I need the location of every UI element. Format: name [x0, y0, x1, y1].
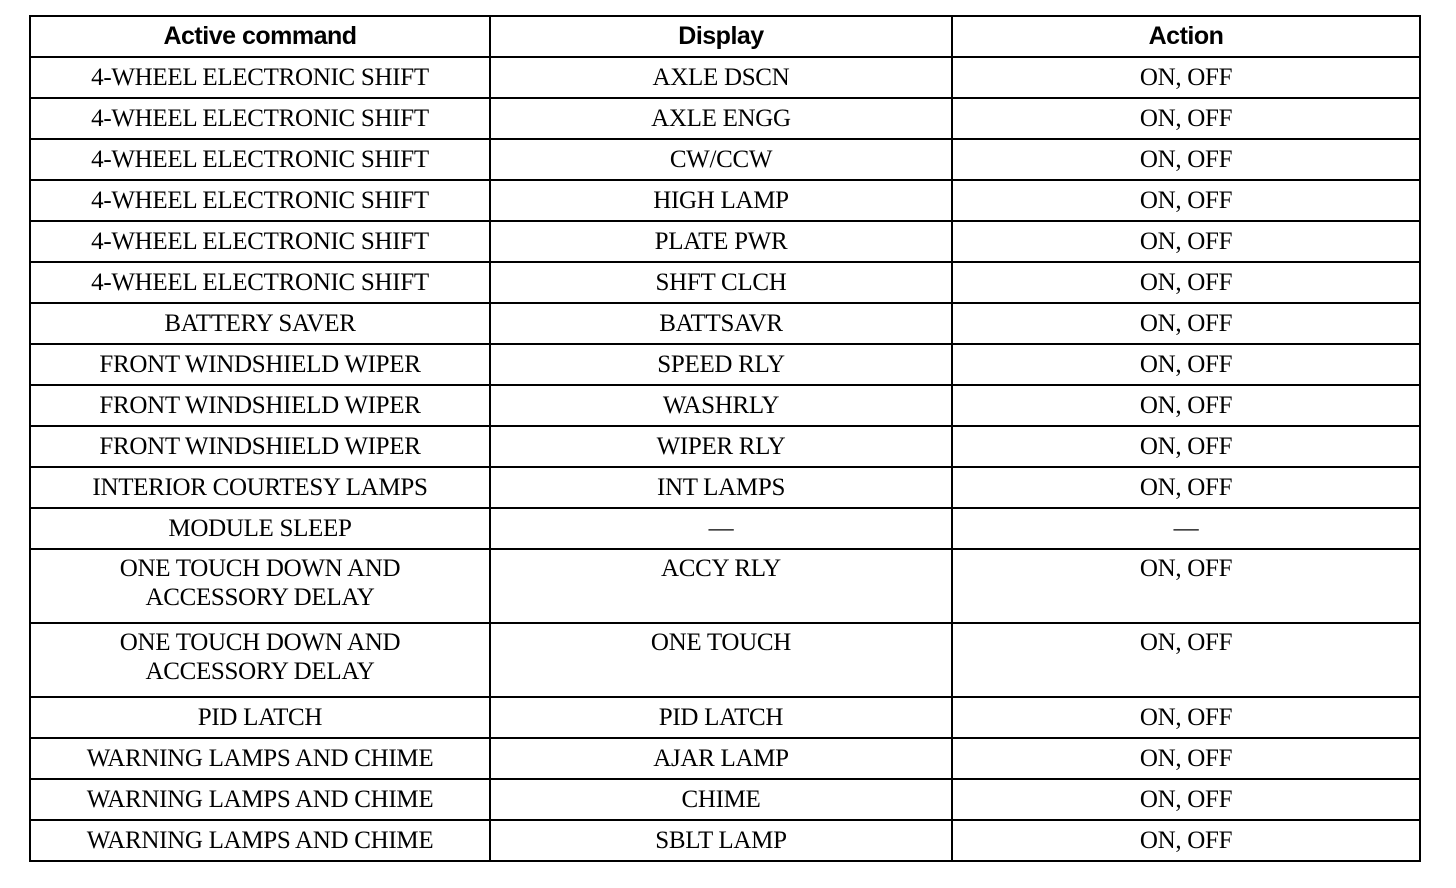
- cell-display: WASHRLY: [490, 385, 952, 426]
- active-command-text: ONE TOUCH DOWN AND: [119, 629, 401, 656]
- cell-display: CW/CCW: [490, 139, 952, 180]
- table-row: [30, 623, 1420, 697]
- active-command-text: 4-WHEEL ELECTRONIC SHIFT: [91, 146, 429, 173]
- table-row: [30, 508, 1420, 549]
- cell-active-command: [30, 697, 490, 738]
- active-command-text: MODULE SLEEP: [168, 515, 352, 542]
- cell-active-command: [30, 303, 490, 344]
- active-command-text: FRONT WINDSHIELD WIPER: [99, 433, 421, 460]
- cell-active-command: [30, 180, 490, 221]
- table-row: [30, 426, 1420, 467]
- cell-action: ON, OFF: [952, 262, 1420, 303]
- cell-display: AXLE DSCN: [490, 57, 952, 98]
- cell-active-command: [30, 508, 490, 549]
- cell-action: —: [952, 508, 1420, 549]
- active-command-text: 4-WHEEL ELECTRONIC SHIFT: [91, 269, 429, 296]
- active-command-text: WARNING LAMPS AND CHIME: [86, 786, 434, 813]
- cell-active-command: [30, 549, 490, 623]
- table-row: [30, 820, 1420, 861]
- active-command-text: ACCESSORY DELAY: [145, 584, 375, 611]
- table-row: [30, 385, 1420, 426]
- header-active-command: Active command: [30, 16, 490, 57]
- cell-display: SBLT LAMP: [490, 820, 952, 861]
- active-command-text: ACCESSORY DELAY: [145, 658, 375, 685]
- table-row: [30, 738, 1420, 779]
- cell-active-command: [30, 98, 490, 139]
- cell-action: ON, OFF: [952, 738, 1420, 779]
- table-row: [30, 779, 1420, 820]
- active-command-table: [29, 15, 1421, 862]
- table-row: [30, 262, 1420, 303]
- active-command-text: FRONT WINDSHIELD WIPER: [99, 351, 421, 378]
- cell-display: PLATE PWR: [490, 221, 952, 262]
- cell-display: ONE TOUCH: [490, 623, 952, 697]
- cell-active-command: [30, 820, 490, 861]
- cell-display: ACCY RLY: [490, 549, 952, 623]
- table-row: [30, 467, 1420, 508]
- table-row: [30, 57, 1420, 98]
- table-header: [30, 16, 1420, 57]
- cell-display: AJAR LAMP: [490, 738, 952, 779]
- active-command-text: 4-WHEEL ELECTRONIC SHIFT: [91, 228, 429, 255]
- table-row: [30, 221, 1420, 262]
- cell-action: ON, OFF: [952, 344, 1420, 385]
- cell-display: —: [490, 508, 952, 549]
- cell-action: ON, OFF: [952, 467, 1420, 508]
- active-command-text: PID LATCH: [197, 704, 323, 731]
- cell-action: ON, OFF: [952, 385, 1420, 426]
- cell-action: ON, OFF: [952, 180, 1420, 221]
- active-command-text: ONE TOUCH DOWN AND: [119, 555, 401, 582]
- table-row: [30, 303, 1420, 344]
- cell-action: ON, OFF: [952, 549, 1420, 623]
- cell-display: PID LATCH: [490, 697, 952, 738]
- table-row: [30, 549, 1420, 623]
- active-command-text: WARNING LAMPS AND CHIME: [86, 827, 434, 854]
- header-display: Display: [490, 16, 952, 57]
- header-row: [30, 16, 1420, 57]
- cell-action: ON, OFF: [952, 303, 1420, 344]
- cell-active-command: [30, 262, 490, 303]
- cell-active-command: [30, 779, 490, 820]
- cell-active-command: [30, 426, 490, 467]
- active-command-text: INTERIOR COURTESY LAMPS: [92, 474, 428, 501]
- cell-action: ON, OFF: [952, 623, 1420, 697]
- cell-action: ON, OFF: [952, 57, 1420, 98]
- active-command-text: 4-WHEEL ELECTRONIC SHIFT: [91, 105, 429, 132]
- table-body: [30, 57, 1420, 861]
- table-row: [30, 139, 1420, 180]
- cell-action: ON, OFF: [952, 98, 1420, 139]
- cell-active-command: [30, 221, 490, 262]
- cell-active-command: [30, 385, 490, 426]
- cell-action: ON, OFF: [952, 221, 1420, 262]
- cell-display: SHFT CLCH: [490, 262, 952, 303]
- header-action: Action: [952, 16, 1420, 57]
- table-row: [30, 344, 1420, 385]
- cell-display: BATTSAVR: [490, 303, 952, 344]
- cell-display: WIPER RLY: [490, 426, 952, 467]
- cell-active-command: [30, 344, 490, 385]
- active-command-text: WARNING LAMPS AND CHIME: [86, 745, 434, 772]
- cell-action: ON, OFF: [952, 697, 1420, 738]
- cell-display: SPEED RLY: [490, 344, 952, 385]
- table-row: [30, 180, 1420, 221]
- cell-action: ON, OFF: [952, 820, 1420, 861]
- active-command-text: 4-WHEEL ELECTRONIC SHIFT: [91, 64, 429, 91]
- table-row: [30, 98, 1420, 139]
- cell-active-command: [30, 623, 490, 697]
- cell-display: HIGH LAMP: [490, 180, 952, 221]
- cell-active-command: [30, 57, 490, 98]
- active-command-text: BATTERY SAVER: [164, 310, 356, 337]
- cell-action: ON, OFF: [952, 426, 1420, 467]
- active-command-text: FRONT WINDSHIELD WIPER: [99, 392, 421, 419]
- cell-display: INT LAMPS: [490, 467, 952, 508]
- cell-active-command: [30, 467, 490, 508]
- cell-active-command: [30, 738, 490, 779]
- active-command-text: 4-WHEEL ELECTRONIC SHIFT: [91, 187, 429, 214]
- table-row: [30, 697, 1420, 738]
- cell-display: CHIME: [490, 779, 952, 820]
- cell-action: ON, OFF: [952, 779, 1420, 820]
- cell-active-command: [30, 139, 490, 180]
- cell-action: ON, OFF: [952, 139, 1420, 180]
- cell-display: AXLE ENGG: [490, 98, 952, 139]
